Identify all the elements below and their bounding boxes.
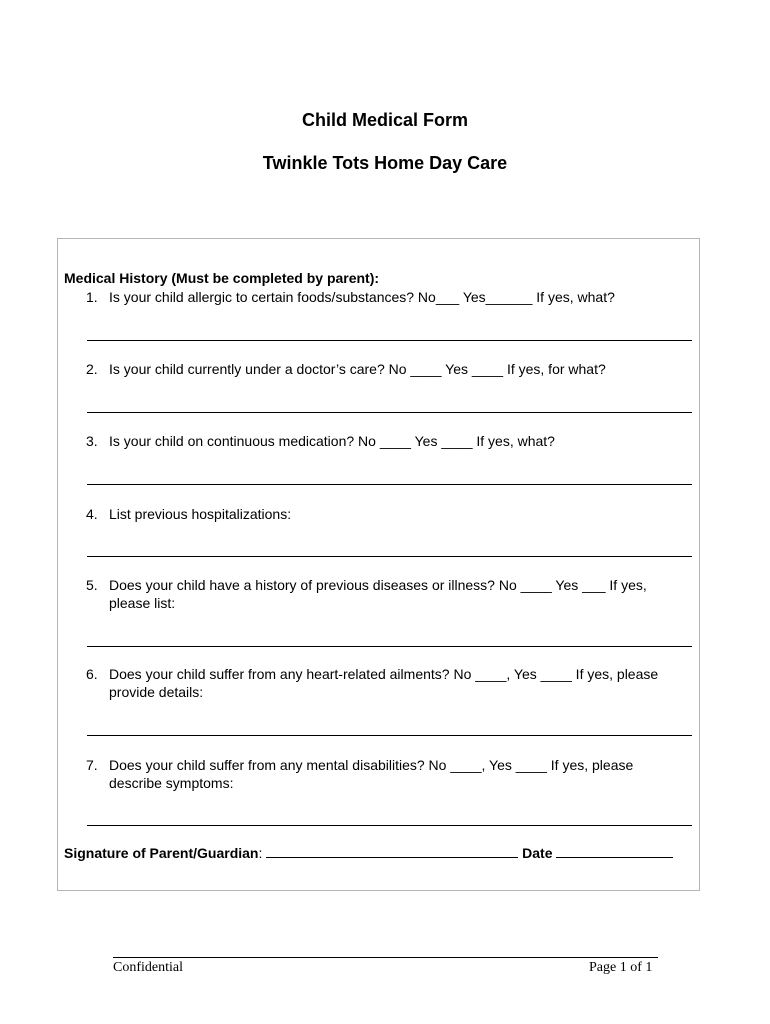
form-title: Child Medical Form	[301, 110, 469, 130]
question-number: 5.	[86, 577, 98, 593]
answer-line-2[interactable]	[87, 412, 692, 413]
answer-line-7[interactable]	[87, 825, 692, 826]
footer-confidential: Confidential	[113, 960, 183, 975]
section-heading: Medical History (Must be completed by parent):	[64, 270, 380, 286]
footer-page-number: Page 1 of 1	[589, 960, 653, 975]
question-number: 4.	[86, 506, 98, 522]
question-text: Does your child have a history of previous diseases or illness? No ____ Yes ___ If yes, please list:	[109, 577, 647, 611]
footer-divider	[113, 957, 658, 958]
question-number: 7.	[86, 757, 98, 773]
question-number: 6.	[86, 666, 98, 682]
question-1	[86, 288, 676, 306]
signature-field[interactable]	[266, 857, 518, 858]
question-text: Is your child on continuous medication? No ____ Yes ____ If yes, what?	[109, 433, 555, 449]
question-2	[86, 360, 676, 378]
signature-row	[64, 845, 673, 861]
date-label: Date	[522, 845, 553, 861]
question-text: Is your child allergic to certain foods/substances? No___ Yes______ If yes, what?	[109, 289, 615, 305]
question-6	[86, 665, 676, 701]
question-3	[86, 432, 676, 450]
date-field[interactable]	[556, 857, 673, 858]
signature-colon: :	[258, 845, 263, 861]
question-number: 3.	[86, 433, 98, 449]
answer-line-1[interactable]	[87, 340, 692, 341]
question-number: 2.	[86, 361, 98, 377]
answer-line-4[interactable]	[87, 556, 692, 557]
answer-line-6[interactable]	[87, 735, 692, 736]
answer-line-3[interactable]	[87, 484, 692, 485]
question-text: Does your child suffer from any heart-related ailments? No ____, Yes ____ If yes, please provide details:	[109, 666, 659, 700]
answer-line-5[interactable]	[87, 646, 692, 647]
question-text: Is your child currently under a doctor’s care? No ____ Yes ____ If yes, for what?	[109, 361, 606, 377]
question-number: 1.	[86, 289, 98, 305]
question-text: Does your child suffer from any mental disabilities? No ____, Yes ____ If yes, please describe symptoms:	[109, 757, 634, 791]
question-text: List previous hospitalizations:	[109, 506, 292, 522]
medical-history-box	[57, 238, 700, 891]
question-7	[86, 756, 676, 792]
signature-label: Signature of Parent/Guardian	[64, 845, 259, 861]
question-4	[86, 505, 676, 523]
form-subtitle: Twinkle Tots Home Day Care	[262, 153, 508, 173]
question-5	[86, 576, 676, 612]
